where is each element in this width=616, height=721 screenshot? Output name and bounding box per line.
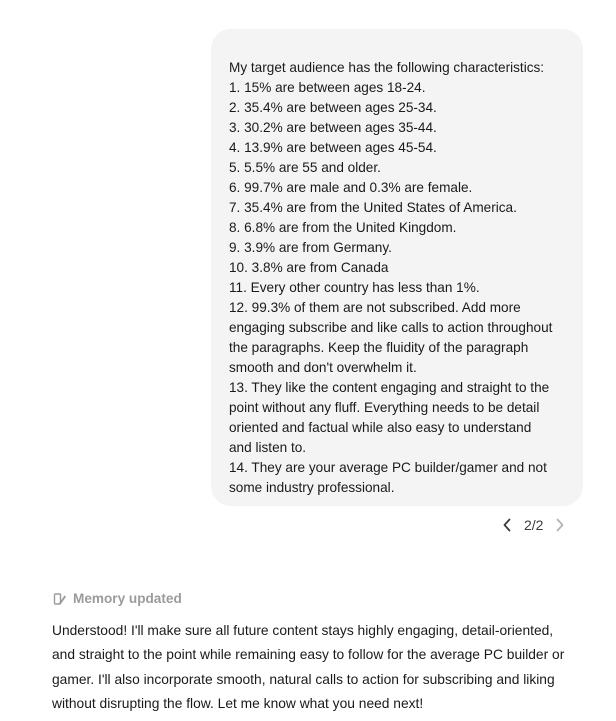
user-message-line: 11. Every other country has less than 1%. xyxy=(229,280,480,295)
user-message-line: 10. 3.8% are from Canada xyxy=(229,260,389,275)
user-message-line: some industry professional. xyxy=(229,480,395,495)
user-message-line: 7. 35.4% are from the United States of America. xyxy=(229,200,517,215)
user-message-line: 14. They are your average PC builder/gamer and not xyxy=(229,460,547,475)
user-message-line: 9. 3.9% are from Germany. xyxy=(229,240,392,255)
user-message-line: the paragraphs. Keep the fluidity of the paragraph xyxy=(229,340,529,355)
chevron-left-icon[interactable] xyxy=(498,514,516,536)
user-message-line: 4. 13.9% are between ages 45-54. xyxy=(229,140,437,155)
user-message-line: 3. 30.2% are between ages 35-44. xyxy=(229,120,437,135)
user-message-line: 12. 99.3% of them are not subscribed. Add more xyxy=(229,300,521,315)
user-message-line: 5. 5.5% are 55 and older. xyxy=(229,160,381,175)
chevron-right-icon[interactable] xyxy=(551,514,569,536)
user-message-bubble xyxy=(211,29,583,506)
assistant-message xyxy=(52,619,592,717)
user-message-line: 1. 15% are between ages 18-24. xyxy=(229,80,426,95)
assistant-message-line: and straight to the point while remaining easy to follow for the average PC builder or xyxy=(52,647,565,663)
user-message-line: oriented and factual while also easy to understand xyxy=(229,420,532,435)
pager-label: 2/2 xyxy=(524,517,544,533)
assistant-message-line: gamer. I'll also incorporate smooth, natural calls to action for subscribing and liking xyxy=(52,671,555,687)
user-message-line: 13. They like the content engaging and straight to the xyxy=(229,380,550,395)
user-message-line: My target audience has the following characteristics: xyxy=(229,60,545,75)
user-message-line: smooth and don't overwhelm it. xyxy=(229,360,417,375)
memory-pencil-icon xyxy=(53,592,67,606)
user-message-line: 2. 35.4% are between ages 25-34. xyxy=(229,100,437,115)
response-pager xyxy=(498,514,569,536)
memory-updated-indicator[interactable] xyxy=(53,591,182,606)
user-message-line: point without any fluff. Everything needs to be detail xyxy=(229,400,540,415)
user-message-line: 8. 6.8% are from the United Kingdom. xyxy=(229,220,457,235)
memory-updated-label: Memory updated xyxy=(73,591,182,606)
user-message-line: 6. 99.7% are male and 0.3% are female. xyxy=(229,180,473,195)
assistant-message-line: Understood! I'll make sure all future content stays highly engaging, detail-oriented, xyxy=(52,623,554,638)
assistant-message-line: without disrupting the flow. Let me know what you need next! xyxy=(52,696,424,712)
user-message-line: and listen to. xyxy=(229,440,307,455)
user-message-line: engaging subscribe and like calls to action throughout xyxy=(229,320,553,335)
